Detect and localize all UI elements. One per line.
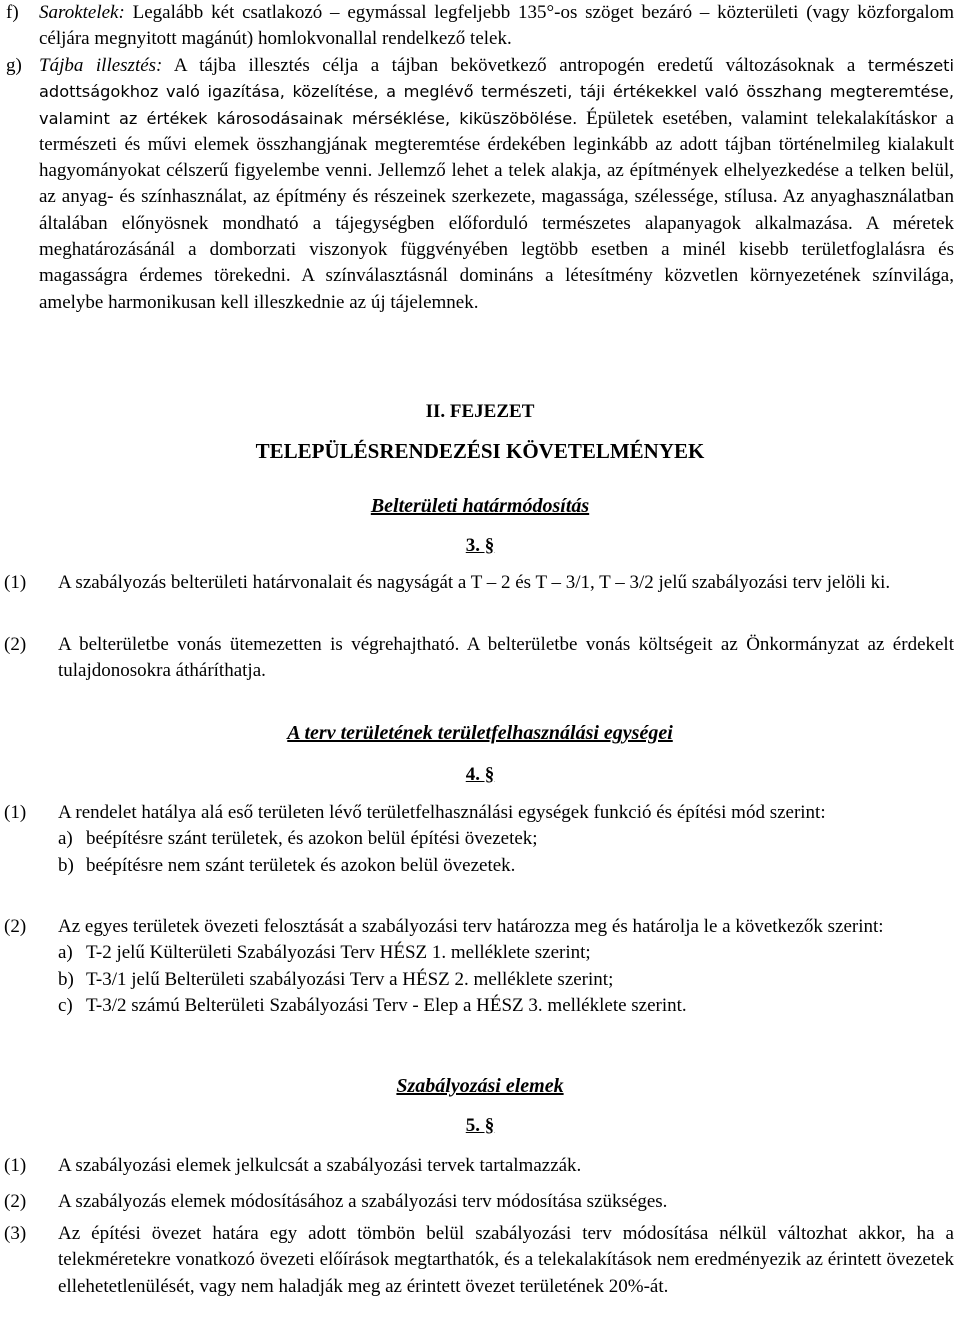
section-number-5 [0, 1113, 960, 1139]
paragraph-text: A rendelet hatálya alá eső területen lévő területfelhasználási egységek funkció és építési mód szerint: [58, 802, 826, 823]
paragraph-3-2 [4, 632, 954, 685]
definition-text-final: Jellemző lehet a telek alakja, az építmények elhelyezkedése a telken belül, az anyag- és színhasználat, az építmény és részeinek szerkezete, magassága, szélessége, stílusa. Az anyaghasználatban általában előnyösnek mondható a tájegységben előforduló természetes alapanyagok alkalmazása. A méretek meghatározásánál a domborzati viszonyok függvényében legtöbb esetben a minél kisebb területfoglalásra és magasságra érdemes törekedni. A színválasztásnál domináns a létesítmény közvetlen környezetének színvilága, amelybe harmonikusan kell illeszkednie az új tájelemnek. [39, 160, 954, 313]
list-item-text: T-3/1 jelű Belterületi szabályozási Terv a HÉSZ 2. melléklete szerint; [86, 968, 614, 990]
list-item-label: b) [58, 968, 74, 990]
paragraph-text: A belterületbe vonás ütemezetten is végrehajtható. A belterületbe vonás költségeit az Önkormányzat az érdekelt tulajdonosokra átháríthatja. [58, 634, 954, 682]
list-item [58, 967, 954, 993]
definition-text: A tájba illesztés célja a tájban bekövetkező antropogén eredetű változásoknak a [162, 55, 868, 76]
chapter-title: TELEPÜLÉSRENDEZÉSI KÖVETELMÉNYEK [255, 439, 705, 463]
section-heading-text: Belterületi határmódosítás [370, 495, 590, 517]
definition-item-saroktelek [6, 0, 954, 53]
section-heading-szabalyozasi-elemek [0, 1073, 960, 1099]
section-heading-teruletfelhasznalasi [0, 720, 960, 746]
list-item-label: a) [58, 942, 73, 964]
paragraph-3-1 [4, 570, 954, 596]
definition-text: Legalább két csatlakozó – egymással legfeljebb 135°-os szöget bezáró – közterületi (vagy közforgalom céljára megnyitott magánút) homlokvonallal rendelkező telek. [39, 2, 954, 50]
list-item-text: beépítésre szánt területek, és azokon belül építési övezetek; [86, 828, 538, 850]
section-number-3 [0, 533, 960, 559]
chapter-number: II. FEJEZET [425, 401, 535, 422]
paragraph-text: Az egyes területek övezeti felosztását a szabályozási terv határozza meg és határolja le a következők szerint: [58, 916, 884, 937]
section-heading-belteruleti [0, 493, 960, 519]
list-item-label: a) [58, 828, 73, 850]
section-number-text: 4. § [465, 764, 495, 785]
paragraph-text: Az építési övezet határa egy adott tömbön belül szabályozási terv módosítása nélkül változhat akkor, ha a telekméretekre vonatkozó övezeti előírások megtarthatók, és a telekalakítások nem eredményezik az érintett övezetek ellehetetlenülését, vagy nem haladják meg az érintett övezet területének 20%-át. [58, 1223, 954, 1297]
section-heading-text: Szabályozási elemek [396, 1075, 564, 1097]
definition-item-tajba-illesztes [6, 53, 954, 316]
list-item-text: T-2 jelű Külterületi Szabályozási Terv HÉSZ 1. melléklete szerint; [86, 942, 591, 964]
paragraph-number: (1) [4, 1155, 27, 1176]
list-item-text: beépítésre nem szánt területek és azokon belül övezetek. [86, 854, 516, 876]
item-body [39, 0, 954, 53]
definition-text-continued: Épületek esetében, valamint telekalakításkor a természeti és művi elemek összhangjának megteremtése érdekében leginkább az adott tájban történelmileg kialakult hagyományokat célszerű figyelembe venni. [39, 107, 954, 182]
section-heading-text: A terv területének területfelhasználási egységei [287, 722, 673, 744]
paragraph-5-3 [4, 1221, 954, 1300]
paragraph-number: (3) [4, 1223, 27, 1244]
paragraph-number: (1) [4, 572, 27, 593]
section-number-text: 3. § [465, 535, 495, 556]
paragraph-4-1 [4, 800, 954, 879]
paragraph-text: A szabályozás belterületi határvonalait és nagyságát a T – 2 és T – 3/1, T – 3/2 jelű szabályozási terv jelöli ki. [58, 572, 891, 593]
paragraph-text: A szabályozás elemek módosításához a szabályozási terv módosítása szükséges. [58, 1191, 668, 1212]
list-item [58, 853, 954, 879]
list-item-label: b) [58, 854, 74, 876]
paragraph-number: (2) [4, 1191, 27, 1212]
definition-term: Tájba illesztés: [39, 55, 163, 76]
list-item [58, 826, 954, 852]
paragraph-5-1 [4, 1153, 954, 1179]
list-item-text: T-3/2 számú Belterületi Szabályozási Terv - Elep a HÉSZ 3. melléklete szerint. [86, 994, 687, 1016]
list-item [58, 940, 954, 966]
item-body [39, 53, 954, 316]
definition-text-sans: természeti adottságokhoz való igazítása, közelítése, a meglévő természeti, táji értékekkel való összhang megteremtése, valamint az értékek károsodásainak mérséklése, kiküszöbölése. [39, 56, 954, 128]
item-label: g) [6, 55, 22, 76]
paragraph-4-2 [4, 914, 954, 1019]
list-item [58, 993, 954, 1019]
definition-term: Saroktelek: [39, 2, 125, 23]
list-item-label: c) [58, 994, 73, 1016]
item-label: f) [6, 2, 19, 23]
section-number-4 [0, 762, 960, 788]
paragraph-number: (2) [4, 916, 27, 937]
paragraph-number: (2) [4, 634, 27, 655]
section-number-text: 5. § [465, 1115, 495, 1136]
paragraph-number: (1) [4, 802, 27, 823]
paragraph-text: A szabályozási elemek jelkulcsát a szabályozási tervek tartalmazzák. [58, 1155, 582, 1176]
paragraph-5-2 [4, 1189, 954, 1215]
